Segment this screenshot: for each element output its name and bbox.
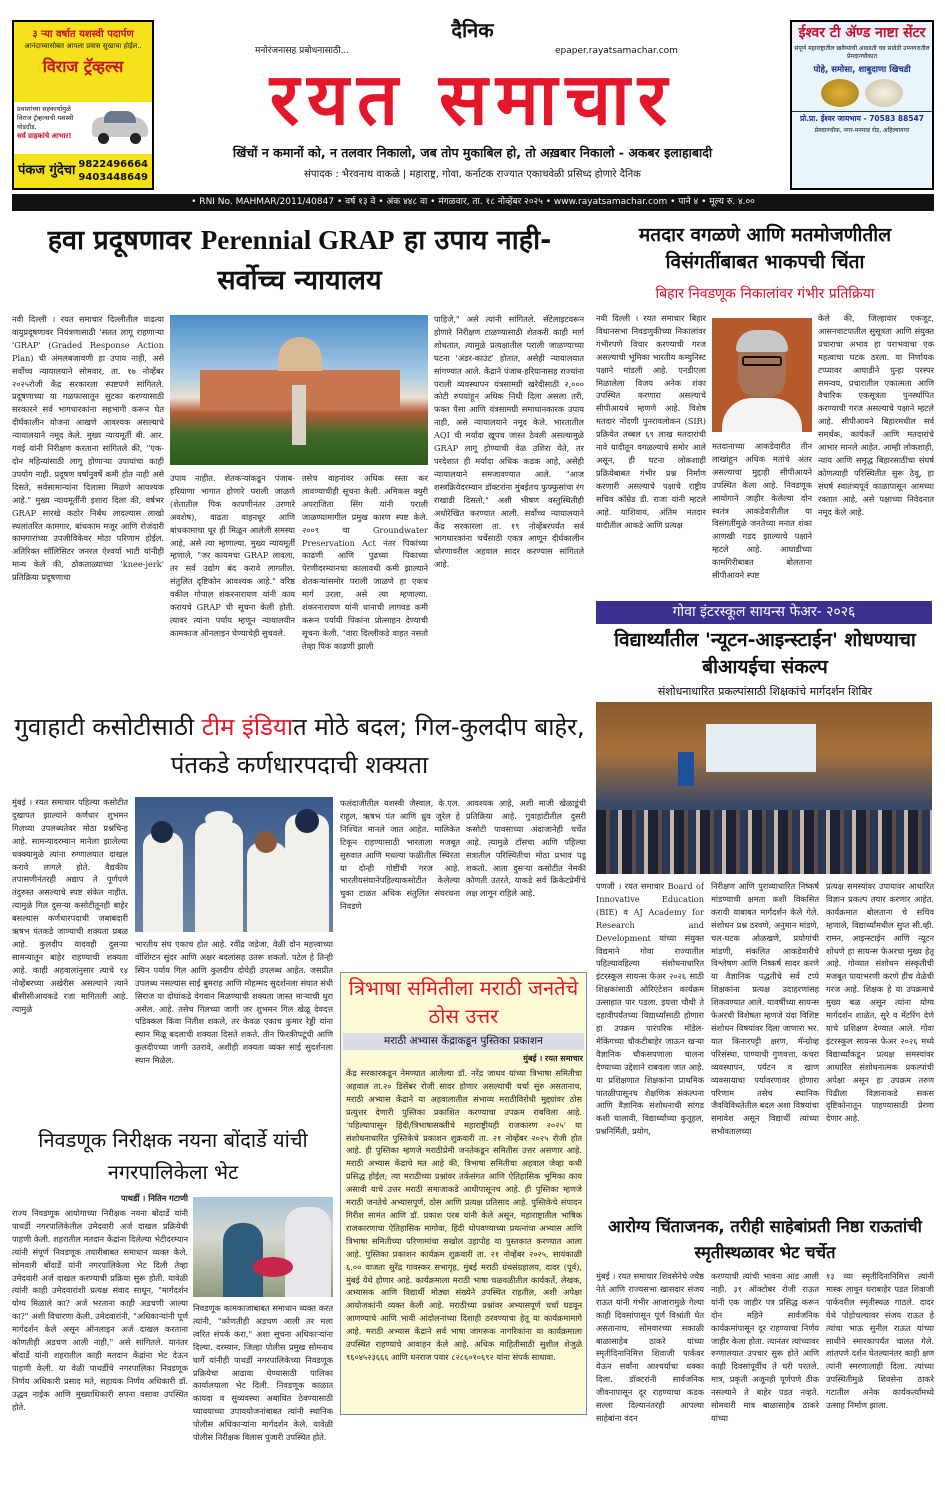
ad-line: आनंदाच्यासोबत आपला प्रवास सुखाचा होईल..: [24, 42, 142, 50]
ad-contact-name: पंकज गुंदेचा: [18, 163, 76, 178]
article-column: पाहिजे," असे त्यांनी सांगितले. सॅटेलाइटवरून होणारे निरीक्षण टाळण्यासाठी शेतकरी काही मार्ग शोधतात, त्यामुळे प्रत्यक्षातील पराली जाळण्याच्या घटना 'अंडर-काउंट' होतात, असेही न्यायालयात सांगण्यात आले. केंद्राने पंजाब-हरियानासह राज्यांना पराली व्यवस्थापन यंत्रसामग्री खरेदीसाठी २,००० कोटी रुपयांहून अधिक निधी दिला असला तरी, फक्त पैसा आणि यंत्रसामग्री समाधानकारक उपाय नाही, असे न्यायालयाने नमूद केले. भारतातील AQI ची मर्यादा खूपच जास्त ठेवली असल्यामुळे GRAP लागू होण्याची वेळ उशिरा येते, तर परदेशात ही मर्यादा अधिक कडक आहे, असेही न्यायालयाने समजावण्यात आले. "आज शस्त्रक्रियेदरम्यान डॉक्टरांना मुंबईतच फुफ्फुसांचा रंग राखाडी दिसतो," अशी भीषण वस्तुस्थितीही अधोरेखित करण्यात आली. सर्वोच्च न्यायालयाने केंद्र सरकारला ता. १९ नोव्हेंबरपर्यंत सर्व भागधारकांना चर्चेसाठी एकत्र आणून दीर्घकालीन धोरणावरील अहवाल सादर करण्यास सांगितले आहे.: [434, 314, 584, 570]
dateline: पाथर्डी । नितिन गटाणी: [120, 1193, 188, 1203]
subheadline-tribhasha: मराठी अभ्यास केंद्राकडून पुस्तिका प्रकाशन: [343, 1033, 584, 1050]
ad-phone: 9403448649: [78, 172, 148, 183]
article-column: निरीक्षण आणि पुराव्याधारित निष्कर्ष मांडण्याची क्षमता कशी विकसित करावी याबाबत मार्गदर्शन केले गेले. संशोधन प्रश्न ठरवणे, अनुमान मांडणे, चल-घटक ओळखणे, प्रयोगांची मांडणी, संकलित आकडेवारीचे विश्लेषण आणि निष्कर्ष सादर करणे या वैज्ञानिक पद्धतीचे सर्व टप्पे शिक्षकांना प्रत्यक्ष उदाहरणांसह शिकवण्यात आले. यावर्षीच्या सायन्स फेअरची विशेषता म्हणजे यंदा विशिष्ट संशोधन विषयांवर दिला जाणारा भर. यात किनारपट्टी क्षरण, मॅन्ग्रोव्ह परिसंस्था, पाण्याची गुणवत्ता, कचरा व्यवस्थापन, पर्यटन व खाण व्यवसायाचा पर्यावरणावर होणारा परिणाम तसेच स्थानिक जैवविविधतेतील बदल अशा विषयांचा समावेश असून विद्यार्थी त्यांच्या सभोवतालच्या: [711, 881, 819, 1137]
issue-info-bar: • RNI No. MAHMAR/2011/40847 • वर्ष १३ वे • अंक ४४८ वा • मंगळवार, ता. १८ नोव्हेंबर २०२५ • www.rayatsamachar.com • पाने ४ • मूल्य रु. ४.००: [12, 194, 934, 211]
epaper-link[interactable]: epaper.rayatsamachar.com: [555, 46, 678, 56]
masthead-tagline: मनोरंजनासह प्रबोधनासाठी...: [255, 46, 350, 56]
article-column: आवश्यक आहे, अशी माजी खेळाडूंची प्रतिक्रिया आहे. गुवाहाटीतील दुसरी कसोटी पावसाच्या अंदाजानेही चर्चेत आहे. त्यामुळे टॉसचा आणि पहिल्या सत्रातील परिस्थितीचा मोठा प्रभाव पडू शकतो. आता दुसऱ्या कसोटीत नेमकी कोणती उतरते, याकडे सर्व क्रिकेटप्रेमींचे लक्ष लागून राहिले आहे.: [466, 798, 586, 899]
newspaper-logo: रयत समाचार: [269, 57, 676, 141]
headline-bhakap[interactable]: मतदार वगळणे आणि मतमोजणीतील विसंगतींबाबत भाकपची चिंता: [638, 224, 892, 273]
headline-science[interactable]: विद्यार्थ्यांतील 'न्यूटन-आइन्स्टाईन' शोधण्याचा बीआयईचा संकल्प: [614, 629, 916, 678]
editor-line: संपादक : भैरवनाथ वाकळे | महाराष्ट्र, गोवा, कर्नाटक राज्यात एकाचवेळी प्रसिध्द होणारे दैनिक: [304, 169, 641, 180]
section-banner: गोवा इंटरस्कूल सायन्स फेअर- २०२६: [596, 601, 932, 624]
science-event-photo: [596, 702, 932, 874]
headline-tribhasha[interactable]: त्रिभाषा समितीला मराठी जनतेचे ठोस उत्तर: [348, 976, 579, 1028]
subheadline-science: संशोधनाधारित प्रकल्पांसाठी शिक्षकांचे मार्गदर्शन शिबिर: [657, 685, 873, 698]
article-column: नवी दिल्ली । रयत समाचार दिल्लीतील वाढत्या वायुप्रदूषणावर नियंत्रणासाठी 'सतत लागू राहणाऱ्या 'GRAP' (Graded Response Action Plan) ची अंमलबजावणी हा उपाय नाही, असे सर्वोच्च न्यायालयाने सोमवार, ता. १७ नोव्हेंबर २०२५रोजी केंद्र सरकारला स्पष्टपणे सांगितले. प्रदूषणाच्या या गळफासातून सुटका करण्यासाठी सरकारने सर्व भागधारकांना सहभागी करून घेत दीर्घकालीन योजना आखणे आवश्यक असल्याचे न्यायालयाने नमूद केले. मुख्य न्यायमूर्ती बी. आर. गवई यांनी निरीक्षण करताना सांगितले की, "एक-दोन महिन्यांसाठी लागू होणाऱ्या उपायांचा काही उपयोग नाही. प्रदूषण वर्षानुवर्षे कमी होत नाही असे दिसते, सर्वसामान्यांना दिलासा मिळणे आवश्यक आहे." मुख्य न्यायमूर्तींनी इशारा दिला की, वर्षभर GRAP सारखे कठोर निर्बंध लादल्यास लाखो स्थलांतरित कामगार, बांधकाम मजूर आणि रोजंदारी कामगारांच्या उपजीविकेवर मोठा परिणाम होईल. अतिरिक्त सॉलिसिटर जनरल ऐश्वर्या भाटी यांनीही मान्य केले की, ठोकताळ्याच्या 'knee-jerk' प्रतिक्रिया प्रदूषणाचा: [12, 314, 164, 583]
article-column: मुंबई । रयत समाचार शिवसेनेचे ज्येष्ठ नेते आणि राज्यसभा खासदार संजय राऊत यांनी गंभीर आजारामुळे गेल्या काही दिवसांपासून पूर्ण विश्रांती घेत असतानाच, सोमवारच्या सकाळी बाळासाहेब ठाकरे यांच्या स्मृतीदिनानिमित्त शिवाजी पार्कवर येऊन सर्वांना आश्चर्याचा धक्का दिला. डॉक्टरांनी सार्वजनिक जीवनापासून दूर राहण्याचा कडक सल्ला दिल्यानंतरही आपल्या साहेबांना वंदन: [596, 1271, 704, 1423]
headline-text: हा उपाय नाही- सर्वोच्च न्यायालय: [217, 225, 552, 296]
ad-phone: 9822496664: [78, 159, 148, 170]
ad-line: ३ ऱ्या वर्षात यशस्वी पदार्पण: [32, 29, 134, 40]
article-column: उपाय नाहीत. शेतकऱ्यांकडून पंजाब-हरियाणा भागात होणारे पराली जाळणे (शेतातील पिक कापणीनंतर उरणारे अवशेष), वाढता वाहनधूर आणि बांधकामाचा धूर ही मिळून आलेली समस्या आहे, असे त्या म्हणाल्या. मुख्य न्यायमूर्ती म्हणाले, "जर कायमचा GRAP लावला, तर सर्व उद्योग बंद करावे लागतील. संतुलित दृष्टिकोन आवश्यक आहे." वरिष्ठ वकील गोपाल शंकरनारायण यांनी काय करायचे GRAP ची सूचना केली होती. त्यावर त्यांना पर्याय म्हणून न्यायालयीन कामकाज ऑनलाइन घेण्याचेही सुचवले.: [170, 473, 295, 638]
ad-thanks: सर्व ग्राहकांचे आभार!: [17, 132, 72, 140]
article-column: फलंदाजीतील यशस्वी जैस्वाल, के.एल. राहुल, ऋषभ पंत आणि ध्रुव जुरेल हे निश्चित मानले जात आहेत. मालिकेत टिकून राहण्यासाठी भारताला मजबूत सुरुवात आणि मधल्या फळीतील स्थिरता या दोन्ही गोष्टींची गरज आहे. भारतीयसंघानेपहिल्याकसोटीत केलेल्या चुका टाळत अधिक संतुलित संघरचना निवडणे: [340, 798, 460, 912]
headline-text: त मोठे बदल; गिल-कुलदीप बाहेर, पंतकडे कर्णधारपदाची शक्यता: [170, 713, 585, 779]
subheadline-bhakap: बिहार निवडणूक निकालांवर गंभीर प्रतिक्रिया: [655, 286, 875, 302]
article-column: प्रत्यक्ष समस्यांवर उपायावर आधारित विज्ञान प्रकल्प तयार करणार आहेत. कार्यक्रमात बोलताना चे सचिव म्हणाले, विद्यार्थ्यांमधील सुप्त सी.व्ही. रामन, आइन्स्टाईन आणि न्यूटन शोधणे हा सायन्स फेअरचा मुख्य हेतू आहे. गोव्यात संशोधन संस्कृतीची मजबूत पायाभरणी करणे हीच वेळेची गरज आहे. शिक्षक हे या उपक्रमाचे मुख्य बळ असून त्यांना योग्य मार्गदर्शन शाळेत, सुरे व मेंटरिंग देणे याचे प्रशिक्षण देण्यात आले. गोवा इंटरस्कूल सायन्स फेअर २०२६ मध्ये विद्यार्थ्यांकडून प्रत्यक्ष समस्यांवर आधारित संशोधनात्मक प्रकल्पांची अपेक्षा असून हा उपक्रम तरुण पिढीला विज्ञानाकडे सकस दृष्टिकोनातून पाहण्यासाठी प्रेरणा देणार आहे.: [826, 881, 934, 1124]
headline-grap[interactable]: [12, 220, 587, 306]
ad-address: प्रेमदानचौक, नगर-मनमाड रोड, अहिल्यानगर: [814, 127, 910, 134]
masthead-dainik: दैनिक: [451, 18, 494, 42]
article-column: मतदानाच्या आकडेवारीत तीन लाखांहून अधिक मतांचे अंतर असल्याचा मुद्दाही सीपीआयने उपस्थित केला आहे. निवडणूक आयोगाने जाहीर केलेल्या दोन स्वतंत्र आकडेवारीतील या विसंगतींमुळे जनतेच्या मनात शंका आणखी गडद झाल्याचे पक्षाने म्हटले आहे. आघाडीच्या कामगिरीबाबत बोलताना सीपीआयने स्पष्ट: [712, 441, 812, 581]
dateline: मुंबई । रयत समाचार: [523, 1053, 583, 1063]
observer-visit-photo: [193, 1197, 333, 1297]
advertisement-viraj-travels: [12, 20, 154, 190]
article-column: करण्याची त्यांची भावना आड आली नाही. ३१ ऑक्टोबर रोजी राऊत यांनी एक जाहीर पत्र प्रसिद्ध करून दोन महिने सार्वजनिक कार्यक्रमांपासून दूर राहण्याचा निर्णय जाहीर केला होता. त्यानंतर त्यांच्यावर रुग्णालयात उपचार सुरू होते आणि काही दिवसांपूर्वीच ते घरी परतले. मात्र, प्रकृती अजूनही पूर्णपणे ठीक नसल्याने ते बाहेर पडत नव्हते. सोमवारी मात्र बाळासाहेब ठाकरे यांच्या: [711, 1271, 819, 1423]
ad-line: प्रवाशांच्या सहकार्यामुळे विराज ट्रॅव्हल्सची यशस्वी घोडदौड,: [17, 105, 74, 131]
article-column: १३ व्या स्मृतीदिनानिमित्त त्यांनी मास्क लावून घराबाहेर पडत शिवाजी पार्कवरील स्मृतीस्थळ गाठले. दादर येथे पोहोचल्यावर संजय राऊत हे त्यांचा भाऊ सुनील राऊत यांच्या साथीने स्मारकापर्यंत चालत गेले. शांतपणे दर्शन घेतल्यानंतर काही क्षण त्यांनी स्मरणालाही दिला. त्यांच्या उपस्थितीमुळे शिवसेना ठाकरे गटातील अनेक कार्यकर्त्यांमध्ये उत्साह निर्माण झाला.: [826, 1271, 934, 1411]
article-column: नवी दिल्ली । रयत समाचार बिहार विधानसभा निवडणुकीच्या निकालांवर गंभीरपणे विचार करण्याची गरज असल्याची भूमिका भारतीय कम्युनिस्ट पक्षाने मांडली आहे. एनडीएला मिळालेला विजय अनेक शंका उपस्थित करणारा असल्याचे सीपीआयचे म्हणणे आहे. विशेष मतदार नोंदणी पुनरावलोकन (SIR) प्रक्रियेत तब्बल ६९ लाख मतदारांची नावे यादीतून वगळल्याचे समोर आले असून, ही घटना लोकशाही प्रक्रियेबाबत गंभीर प्रश्न निर्माण करणारी असल्याचे पक्षाचे राष्ट्रीय सचिव कॉम्रेड डी. राजा यांनी म्हटले आहे. याशिवाय, अंतिम मतदार यादीतील आकडे आणि प्रत्यक्ष: [596, 313, 706, 530]
food-bowl-image: [865, 79, 903, 107]
article-column: भारतीय संघ एकाच होत आहे. रवींद्र जडेजा, वेळी दोन महत्त्वाच्या वॉशिंग्टन सुंदर आणि अक्षर बदलांसह उतरू शकतो. पटेल हे तिन्ही स्पिन पर्याय गिल आणि कुलदीप दोघेही उपलब्ध आहेत. जसप्रीत उपलब्ध नसल्यास साई बुमराह आणि मोहम्मद सुदर्शनला संघात संधी सिराज या दोघांकडे वेगवान मिळण्याची शक्यता जास्त माऱ्याची धुरा असेल. आहे. तसेच गिलच्या जागी जर शुभमन गिल खेळू देवदत्त पडिक्कल किंवा नितीश शकले, तर केवळ एकाच कुमार रेड्डी यांना स्थान मिळू बदलाची शक्यता दिसते शकते. तीन फिरकीपटूंची आणि कुलदीपच्या जागी उतरावे, अशीही शक्यता व्यक्त साई सुदर्शनला स्थान मिळेल.: [135, 939, 333, 1066]
headline-text: गुवाहाटी कसोटीसाठी: [14, 713, 202, 741]
car-image: [90, 105, 149, 145]
headline-raut[interactable]: आरोग्य चिंताजनक, तरीही साहेबांप्रती निष्ठा राऊतांची स्मृतीस्थळावर भेट चर्चेत: [608, 1217, 922, 1262]
headline-text: हवा प्रदूषणावर: [47, 225, 201, 256]
headline-cricket[interactable]: [12, 708, 587, 788]
ad-line: संपूर्ण महाराष्ट्रातील खवैय्यांची आवडती चव सावेडी उपनगरातील प्रेमदानचौकात: [794, 45, 930, 60]
cricket-team-photo: [135, 797, 333, 932]
food-bowl-image: [821, 79, 859, 107]
ad-title: ईश्वर टी ॲण्ड नाष्टा सेंटर: [798, 25, 926, 41]
ad-menu: पोहे, समोसा, शाबुदाणा खिचडी: [813, 65, 911, 75]
article-column: राज्य निवडणूक आयोगाच्या निरीक्षक नयना बोंदार्डे यांनी पाथर्डी नगरपालिकेतील उमेदवारी अर्ज दाखल प्रक्रियेची पाहणी केली. शहरातील मतदान केंद्रांना दिलेल्या भेटीदरम्यान त्यांनी संपूर्ण निवडणूक तयारीबाबत समाधान व्यक्त केले. सोमवारी बोंदार्डे यांनी नगरपालिकेला भेट दिली तेव्हा उमेदवारी अर्ज दाखल करण्याची प्रक्रिया सुरू होती. यावेळी त्यांनी काही उमेदवारांशी प्रत्यक्ष संवाद साधून, "मार्गदर्शन योग्य मिळाले का? अर्ज भरताना काही अडचणी आल्या का?" अशी विचारणा केली. उमेदवारांनी, "अधिकाऱ्यांनी पूर्ण मार्गदर्शन केले असून ऑनलाइन अर्ज दाखल करताना कोणतीही अडचण आली नाही," असे सांगितले. यानंतर बोंदार्डे यांनी शहरातील काही मतदान केंद्रांना भेट देऊन पाहणी केली. या वेळी पाथर्डीचे नगरपालिका निवडणूक निर्णय अधिकारी प्रसाद मते, सहायक निर्णय अधिकारी डॉ. उद्धव नाईक आणि मुख्याधिकारी सपना वसावा उपस्थित होते.: [12, 1208, 188, 1412]
ad-brand: विराज ट्रॅव्हल्स: [42, 57, 124, 76]
article-column: निवडणूक कामकाजाबाबत समाधान व्यक्त करत त्यांनी, "कोणतीही अडचण आली तर मला त्वरित संपर्क करा," अशा सूचना अधिकाऱ्यांना दिल्या. दरम्यान, जिल्हा पोलीस प्रमुख सोमनाथ घार्गे यांनीही पाथर्डी नगरपालिकेच्या निवडणूक प्रक्रियेचा आढावा घेण्यासाठी पालिका कार्यालयाला भेट दिली. निवडणूक काळात कायदा व सुव्यवस्था अबाधित ठेवण्यासाठी घ्यावयाच्या उपाययोजनांबाबत त्यांनी स्थानिक पोलीस अधिकाऱ्यांना मार्गदर्शन केले. यावेळी पोलीस निरीक्षक विलास पुजारी उपस्थित होते.: [193, 1303, 333, 1443]
article-column: केले की, जिल्हावार एकजूट, आसनवाटपातील सुसूत्रता आणि संयुक्त प्रचाराचा अभाव हा पराभवाचा एक महत्वाचा घटक ठरला. या निर्णायक टप्प्यावर आघाडीने पुन्हा परस्पर समन्वय, प्रचारातील एकात्मता आणि वैचारिक एकसूत्रता पुनर्स्थापित करण्याची गरज असल्याचे पक्षाने म्हटले आहे. सीपीआयने बिहारमधील सर्व समर्थक, कार्यकर्ते आणि मतदारांचे आभार मानले आहेत. आम्ही लोकशाही, न्याय आणि समृद्ध बिहारसाठीचा संघर्ष कोणत्याही परिस्थितीत सुरू ठेवू, हा संघर्ष स्वातंत्र्यपूर्व काळापासून आमच्या रक्तात आहे, असे पक्षाच्या निवेदनात नमूद केले आहे.: [818, 313, 934, 517]
supreme-court-photo: [170, 315, 428, 465]
leader-portrait: [712, 318, 812, 432]
article-column: पणजी । रयत समाचार Board of Innovative Education (BIE) व AJ Academy for Research and Development यांच्या संयुक्त विद्यमाने गोवा राज्यातील पहिल्यावहिल्या संशोधनाधारित इंटरस्कूल सायन्स फेअर २०२६ साठी शिक्षकांसाठी ओरिएंटेशन कार्यक्रम उत्साहात पार पडला. इयत्ता चौथी ते दहावीपर्यंतच्या विद्यार्थ्यांसाठी होणारा हा उपक्रम पारंपरिक मॉडेल-मेकिंगच्या चौकटीबाहेर जाऊन खऱ्या वैज्ञानिक चौकसपणाला चालना देण्याच्या उद्देशाने राबवला जात आहे. या प्रशिक्षणात शिक्षकांना प्राथमिक पातळीपासूनच शैक्षणिक संकल्पना आणि वैज्ञानिक संशोधनाची सांगड कशी घालावी, विद्यार्थ्यांच्या कुतूहल, प्रश्ननिर्मिती, प्रयोग,: [596, 881, 704, 1137]
headline-highlight: टीम इंडिया: [201, 713, 294, 741]
masthead-quote: खिंचों न कमानों को, न तलवार निकालो, जब तोप मुकाबिल हो, तो अख़बार निकालो - अकबर इलाहाबादी: [232, 145, 713, 160]
article-column: मुंबई । रयत समाचार पहिल्या कसोटीत दुखापत झाल्याने कर्णधार शुभमन गिलच्या उपलब्धतेवर मोठा प्रश्नचिन्ह आहे. सामन्यादरम्यान मानेला झालेल्या धक्क्यामुळे त्यांना रुग्णालयात दाखल करावे लागले होते. वैद्यकीय तपासणीनंतरही अद्याप ते पूर्णपणे तंदुरुस्त असल्याचे स्पष्ट संकेत नाहीत. त्यामुळे गिल दुसऱ्या कसोटीतूनही बाहेर बसल्यास कर्णधारपदाची जबाबदारी ऋषभ पंतकडे जाण्याची शक्यता प्रबळ आहे. कुलदीप यादवही दुसऱ्या सामन्यातून बाहेर राहण्याची शक्यता आहे. काही अहवालांनुसार त्याचे १४ नोव्हेंबरच्या अखेरीस असल्याने त्याने बीसीसीआयकडे रजा मागितली आहे. त्यामुळे: [12, 797, 128, 1014]
headline-text: Perennial GRAP: [200, 225, 395, 255]
advertisement-ishwar-tea: [790, 20, 934, 190]
article-column: तसेच वाहनांवर अधिक रस्ता कर लावण्याचीही सूचना केली. अमिकस क्युरी अपराजिता सिंग यांनी पराली जाळण्यामागील प्रमुख कारण स्पष्ट केले. २००९ चा Groundwater Preservation Act नंतर पिकांच्या काढणी आणि पुढच्या पिकाच्या पेरणीदरम्यानचा कालावधी कमी झाल्याने शेतकऱ्यांसमोर पराली जाळणे हा एकच मार्ग उरला, असे त्या म्हणाल्या. शंकरनारायण यांनी धानाची लागवड कमी करून पर्यायी पिकांना प्रोत्साहन देण्याची सूचना केली. "वारा दिल्लीकडे वाहत नसतो तेव्हा पिक काढणी झाली: [302, 473, 428, 651]
ad-owner: प्रो.प्रा. ईश्वर जायभाय - 70583 88547: [792, 111, 932, 124]
headline-nayana[interactable]: निवडणूक निरीक्षक नयना बोंदार्डे यांची नगरपालिकेला भेट: [38, 1128, 308, 1184]
article-body: केंद्र सरकारकडून नेमण्यात आलेल्या डॉ. नरेंद्र जाधव यांच्या त्रिभाषा समितीचा अहवाल ता.२० डिसेंबर रोजी सादर होणार असल्याची चर्चा सुरु असतानाच, मराठी अभ्यास केंद्राने या अहवालातील संभाव्य मराठीविरोधी मुद्द्यांवर ठोस प्रत्युत्तर देणारी पुस्तिका प्रकाशित करण्याचा उपक्रम राबविला आहे. 'पहिल्यापासून हिंदी/त्रिभाषासक्तीचे महाराष्ट्रीयही राजकारण २०२५' या संशोधनाधारित पुस्तिकेचे प्रकाशन शुक्रवारी ता. २१ नोव्हेंबर २०२५ रोजी होत आहे. ही पुस्तिका म्हणजे मराठीप्रेमी जनतेकडून समितीस उत्तर असणार आहे. मराठी अभ्यास केंद्राचे मत आहे की, त्रिभाषा समितीचा अहवाल जेव्हा कधी प्रसिद्ध होईल; त्या मराठीच्या प्रश्नांवर तर्कसंगत आणि ऐतिहासिक भूमिका काय असावी याचे उत्तर मराठी समाजाकडे आधीपासूनच आहे. ही पुस्तिका म्हणजे मराठी जनतेचे अभ्यासपूर्ण, ठोस आणि प्रत्यक्ष प्रतिसाद आहे. पुस्तिकेचे संपादन गिरीश सामंत आणि डॉ. प्रकाश परब यांनी केले असून, महाराष्ट्रातील भाषिक राजकारणाचा ऐतिहासिक मागोवा, हिंदी थोपवण्याच्या प्रयत्नांचा अभ्यास आणि त्रिभाषा समितीच्या परिणामांचा सखोल उहापोह या पुस्तकात करण्यात आला आहे. पुस्तिका प्रकाशन कार्यक्रम शुक्रवारी ता. २१ नोव्हेंबर २०२५, सायंकाळी ६.०० वाजता सुरेंद्र गावस्कर सभागृह, मुंबई मराठी ग्रंथसंग्रहालय, दादर (पूर्व), मुंबई येथे होणार आहे. कार्यक्रमाला मराठी भाषा चळवळीतील कार्यकर्ते, लेखक, अभ्यासक आणि विद्यार्थी मोठ्या संख्येने उपस्थित राहतील, अशी अपेक्षा आयोजकांनी व्यक्त केली आहे. मराठीच्या प्रश्नांवर अभ्यासपूर्ण चर्चा घडवून आणण्याचे आणि भावी आंदोलनांच्या दिशाही ठरवण्याचा हेतू या कार्यक्रमामागे आहे. मराठी अभ्यास केंद्राने सर्व भाषा जागरूक नागरिकांना या कार्यक्रमाला उपस्थित राहण्याचे आवाहन केले आहे. अधिक माहितीसाठी सुशील शेजुळे ९६०४५२३६६६ आणि धनराज पवार ८२८६०१०६९२ यांना संपर्क साधावा.: [346, 1068, 582, 1362]
